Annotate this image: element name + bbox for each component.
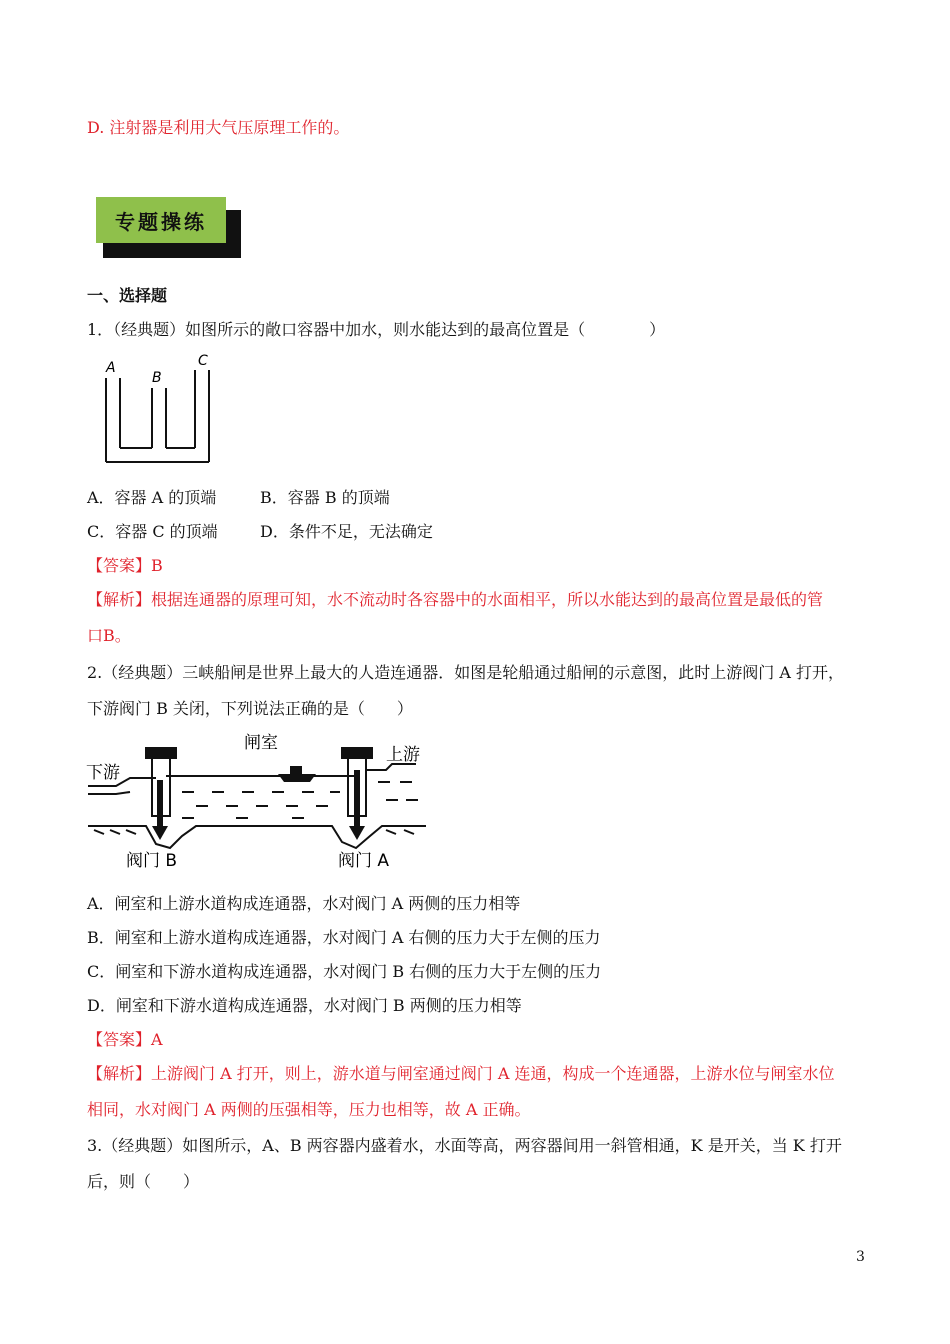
- q1-option-b: B．容器 B 的顶端: [260, 488, 390, 507]
- valve-a-shaft: [349, 770, 365, 840]
- q1-option-c: C．容器 C 的顶端: [87, 522, 218, 541]
- label-valve-a: 阀门 A: [338, 851, 390, 871]
- q2-option-a: A．闸室和上游水道构成连通器，水对阀门 A 两侧的压力相等: [87, 894, 521, 913]
- q2-option-c: C．闸室和下游水道构成连通器，水对阀门 B 右侧的压力大于左侧的压力: [87, 962, 602, 981]
- section-banner: 专题操练: [96, 197, 226, 243]
- valve-b-shaft: [152, 780, 168, 840]
- section-heading: 一、选择题: [87, 286, 168, 305]
- q3-stem-line1: 3.（经典题）如图所示，A、B 两容器内盛着水，水面等高，两容器间用一斜管相通，K 是开关，当 K 打开: [87, 1136, 842, 1155]
- q2-option-d: D．闸室和下游水道构成连通器，水对阀门 B 两侧的压力相等: [87, 996, 522, 1015]
- q1-stem: 1．（经典题）如图所示的敞口容器中加水，则水能达到的最高位置是（ ）: [87, 320, 666, 339]
- q1-analysis-line1: 【解析】根据连通器的原理可知，水不流动时各容器中的水面相平，所以水能达到的最高位置是最低的管: [87, 590, 824, 609]
- label-upstream: 上游: [386, 745, 420, 765]
- ship-icon: [278, 766, 316, 782]
- q1-option-a: A．容器 A 的顶端: [87, 488, 217, 507]
- q2-analysis-line1: 【解析】上游阀门 A 打开，则上，游水道与闸室通过阀门 A 连通，构成一个连通器，上游水位与闸室水位: [87, 1064, 835, 1083]
- q1-answer: 【答案】B: [87, 556, 163, 575]
- q2-answer: 【答案】A: [87, 1030, 163, 1049]
- label-c: C: [198, 353, 208, 369]
- previous-option-d: D. 注射器是利用大气压原理工作的。: [87, 118, 350, 137]
- label-b: B: [152, 370, 162, 386]
- q1-figure: [100, 352, 220, 467]
- label-chamber: 闸室: [244, 733, 278, 753]
- q2-stem-line2: 下游阀门 B 关闭，下列说法正确的是（ ）: [87, 699, 413, 718]
- q2-analysis-line2: 相同，水对阀门 A 两侧的压强相等，压力也相等，故 A 正确。: [87, 1100, 531, 1119]
- page-number: 3: [856, 1249, 865, 1265]
- label-a: A: [106, 360, 116, 376]
- q2-ship-lock-figure: [86, 726, 436, 874]
- label-downstream: 下游: [86, 763, 120, 783]
- q3-stem-line2: 后，则（ ）: [87, 1172, 200, 1191]
- q2-option-b: B．闸室和上游水道构成连通器，水对阀门 A 右侧的压力大于左侧的压力: [87, 928, 601, 947]
- q2-stem-line1: 2.（经典题）三峡船闸是世界上最大的人造连通器．如图是轮船通过船闸的示意图，此时上游阀门 A 打开，: [87, 663, 844, 682]
- label-valve-b: 阀门 B: [126, 851, 178, 871]
- q1-analysis-line2: 口B。: [87, 626, 131, 645]
- q1-option-d: D．条件不足，无法确定: [260, 522, 433, 541]
